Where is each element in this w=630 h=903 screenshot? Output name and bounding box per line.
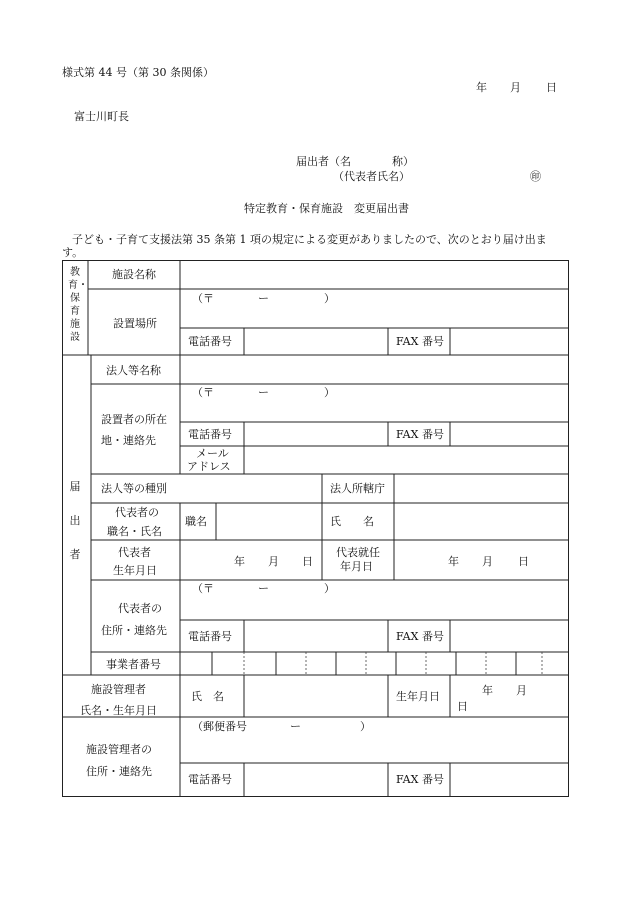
location-label: 設置場所 (113, 317, 157, 330)
rep-phone-label: 電話番号 (188, 630, 232, 643)
rep-start-day: 日 (518, 555, 529, 568)
corp-name-label: 法人等名称 (106, 364, 161, 377)
manager-postal-open: （郵便番号 (192, 720, 247, 733)
body-text-line1: 子ども・子育て支援法第 35 条第 1 項の規定による変更がありましたので、次のとおり届け出ま (72, 233, 547, 246)
manager-address-label-line1: 施設管理者の (86, 743, 152, 756)
corp-address-label-line1: 設置者の所在 (101, 413, 167, 426)
section-applicant-vertical-label (68, 470, 82, 572)
rep-start-year: 年 (448, 555, 459, 568)
rep-address-label-line2: 住所・連絡先 (101, 624, 167, 637)
manager-label-line1: 施設管理者 (91, 683, 146, 696)
rep-postal-open: （〒 (192, 582, 214, 595)
applicant-name-suffix: 称） (392, 155, 414, 168)
rep-name-label: 氏 名 (330, 515, 374, 528)
rep-start-label-line2: 年月日 (340, 560, 373, 573)
rep-birth-day: 日 (302, 555, 313, 568)
corp-agency-label: 法人所轄庁 (330, 482, 385, 495)
email-label-line1: メール (196, 447, 229, 460)
manager-birth-month: 月 (516, 684, 527, 697)
date-month-label: 月 (510, 81, 521, 94)
rep-fax-label: FAX 番号 (396, 630, 444, 643)
corp-address-label-line2: 地・連絡先 (101, 434, 156, 447)
corp-type-label: 法人等の種別 (101, 482, 167, 495)
rep-postal-dash: ー (258, 582, 269, 595)
rep-start-label-line1: 代表就任 (336, 546, 380, 559)
date-year-label: 年 (476, 81, 487, 94)
applicant-representative: （代表者氏名） (333, 170, 410, 183)
location-postal-close: ） (324, 292, 335, 305)
rep-postal-close: ） (324, 582, 335, 595)
rep-birth-year: 年 (234, 555, 245, 568)
rep-start-month: 月 (482, 555, 493, 568)
manager-birth-day: 日 (457, 700, 468, 713)
corp-postal-dash: ー (258, 386, 269, 399)
seal-mark: ㊞ (530, 170, 541, 183)
rep-birth-month: 月 (268, 555, 279, 568)
rep-birth-label-line1: 代表者 (118, 546, 151, 559)
facility-name-label: 施設名称 (112, 268, 156, 281)
corp-postal-open: （〒 (192, 386, 214, 399)
manager-fax-label: FAX 番号 (396, 773, 444, 786)
rep-name-label-line1: 代表者の (115, 506, 159, 519)
form-number: 様式第 44 号（第 30 条関係） (62, 66, 214, 79)
job-title-label: 職名 (185, 515, 207, 528)
manager-birth-label: 生年月日 (396, 690, 440, 703)
facility-phone-label: 電話番号 (188, 335, 232, 348)
facility-fax-label: FAX 番号 (396, 335, 444, 348)
document-title: 特定教育・保育施設 変更届出書 (244, 202, 409, 215)
corp-phone-label: 電話番号 (188, 428, 232, 441)
date-day-label: 日 (546, 81, 557, 94)
corp-fax-label: FAX 番号 (396, 428, 444, 441)
location-postal-open: （〒 (192, 292, 214, 305)
manager-address-label-line2: 住所・連絡先 (86, 765, 152, 778)
email-label-line2: アドレス (187, 460, 231, 473)
manager-name-label: 氏 名 (191, 690, 224, 703)
vertical-label-text: 教育・保育施設 (68, 267, 88, 343)
body-text-line2: す。 (62, 246, 84, 259)
addressee: 富士川町長 (74, 110, 129, 123)
location-postal-dash: ー (258, 292, 269, 305)
manager-postal-close: ） (360, 720, 371, 733)
manager-birth-year: 年 (482, 684, 493, 697)
applicant-label: 届出者（名 (296, 155, 351, 168)
section-facility-vertical-label (68, 266, 88, 344)
business-number-label: 事業者番号 (106, 658, 161, 671)
corp-postal-close: ） (324, 386, 335, 399)
rep-name-label-line2: 職名・氏名 (107, 525, 162, 538)
manager-postal-dash: ー (290, 720, 301, 733)
vertical-label-text: 届出者 (69, 480, 81, 561)
manager-phone-label: 電話番号 (188, 773, 232, 786)
rep-address-label-line1: 代表者の (118, 602, 162, 615)
manager-label-line2: 氏名・生年月日 (80, 704, 157, 717)
rep-birth-label-line2: 生年月日 (113, 564, 157, 577)
